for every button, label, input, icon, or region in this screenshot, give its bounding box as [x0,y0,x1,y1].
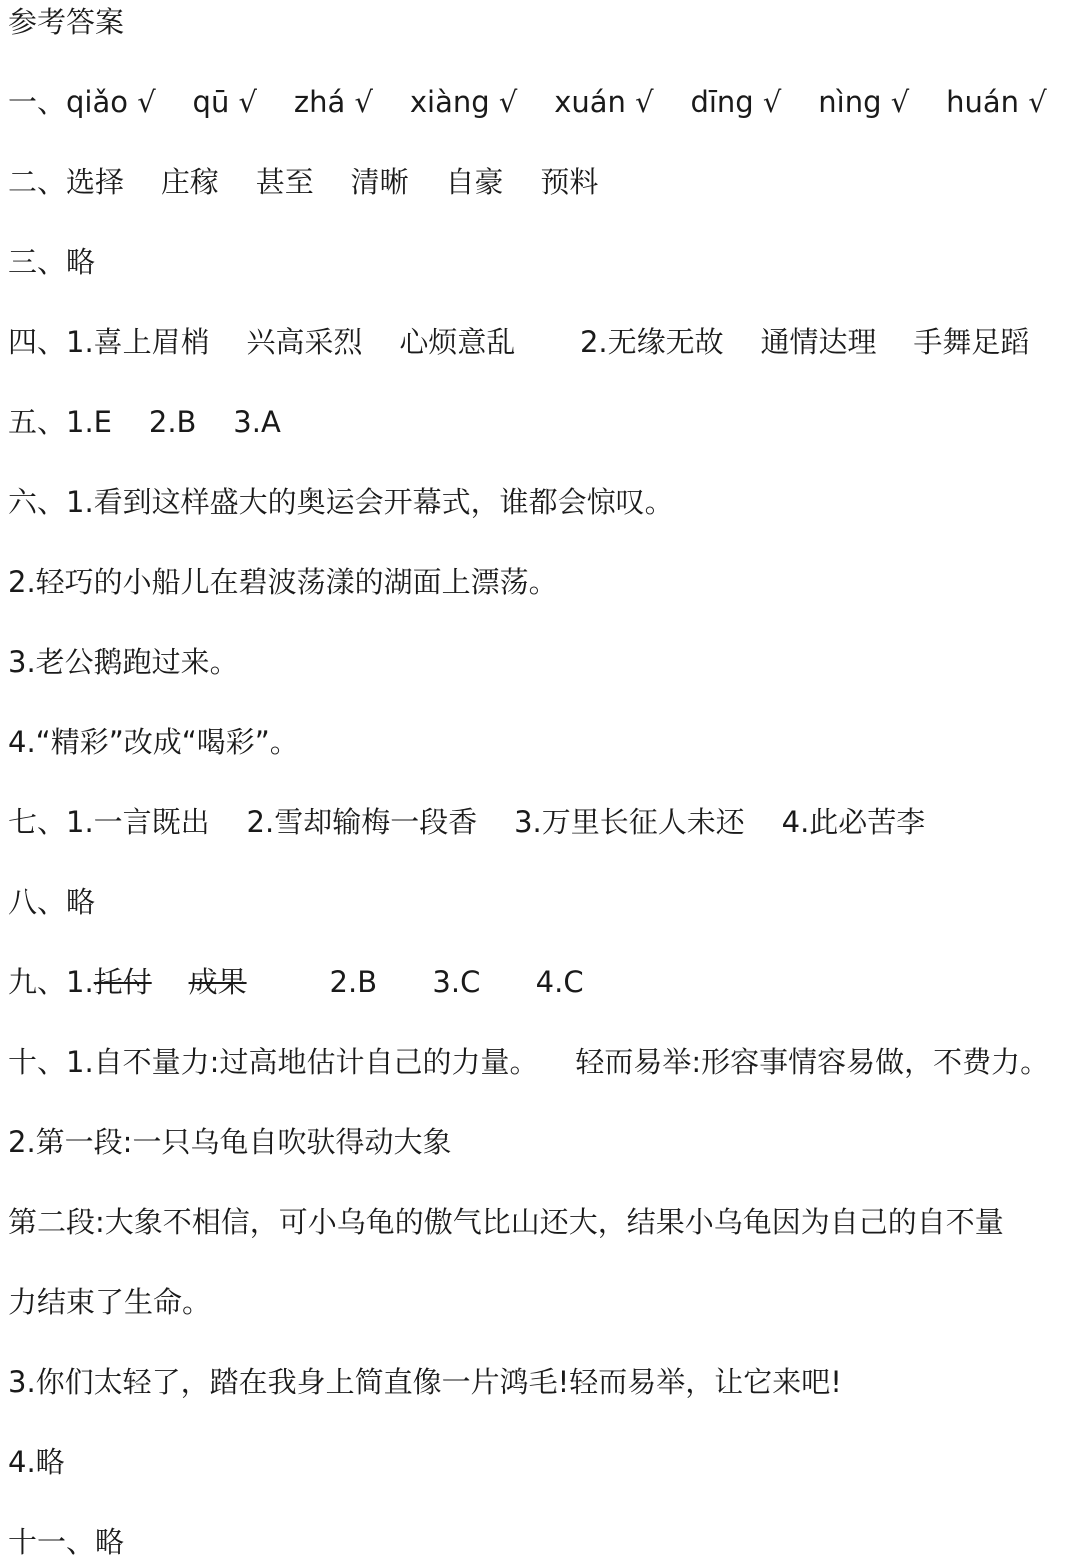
answer-section-10-item-2: 2.第一段:一只乌龟自吹驮得动大象 [8,1125,452,1159]
answer-section-10-item-1: 十、1.自不量力:过高地估计自己的力量。 轻而易举:形容事情容易做，不费力。 [8,1045,1050,1079]
document-title: 参考答案 [8,5,125,39]
answer-section-10-item-2-end: 力结束了生命。 [8,1285,212,1319]
answer-section-7: 七、1.一言既出 2.雪却输梅一段香 3.万里长征人未还 4.此必苦李 [8,805,926,839]
answer-section-11: 十一、略 [8,1525,125,1559]
answer-section-1: 一、qiǎo √ qū √ zhá √ xiàng √ xuán √ dīng √ nìng √ huán √ [8,85,1047,119]
answer-section-6-item-3: 3.老公鹅跑过来。 [8,645,239,679]
answer-section-8: 八、略 [8,885,96,919]
answer-section-10-item-3: 3.你们太轻了，踏在我身上简直像一片鸿毛!轻而易举，让它来吧! [8,1365,842,1399]
struck-word-2: 成果 [188,965,247,999]
answer-section-3: 三、略 [8,245,96,279]
section-9-gap [152,965,189,999]
struck-word-1: 托付 [93,965,152,999]
answer-section-2: 二、选择 庄稼 甚至 清晰 自豪 预料 [8,165,599,199]
answer-section-10-item-4: 4.略 [8,1445,65,1479]
answer-section-10-item-2-cont: 第二段:大象不相信，可小乌龟的傲气比山还大，结果小乌龟因为自己的自不量 [8,1205,1004,1239]
answer-section-4: 四、1.喜上眉梢 兴高采烈 心烦意乱 2.无缘无故 通情达理 手舞足蹈 [8,325,1030,359]
answer-section-6-item-4: 4.“精彩”改成“喝彩”。 [8,725,299,759]
section-9-prefix: 九、1. [8,965,94,999]
answer-section-6-item-2: 2.轻巧的小船儿在碧波荡漾的湖面上漂荡。 [8,565,558,599]
answer-section-6-item-1: 六、1.看到这样盛大的奥运会开幕式，谁都会惊叹。 [8,485,674,519]
section-9-rest: 2.B 3.C 4.C [246,965,584,999]
answer-section-5: 五、1.E 2.B 3.A [8,405,281,439]
answer-section-9 [8,962,584,1002]
